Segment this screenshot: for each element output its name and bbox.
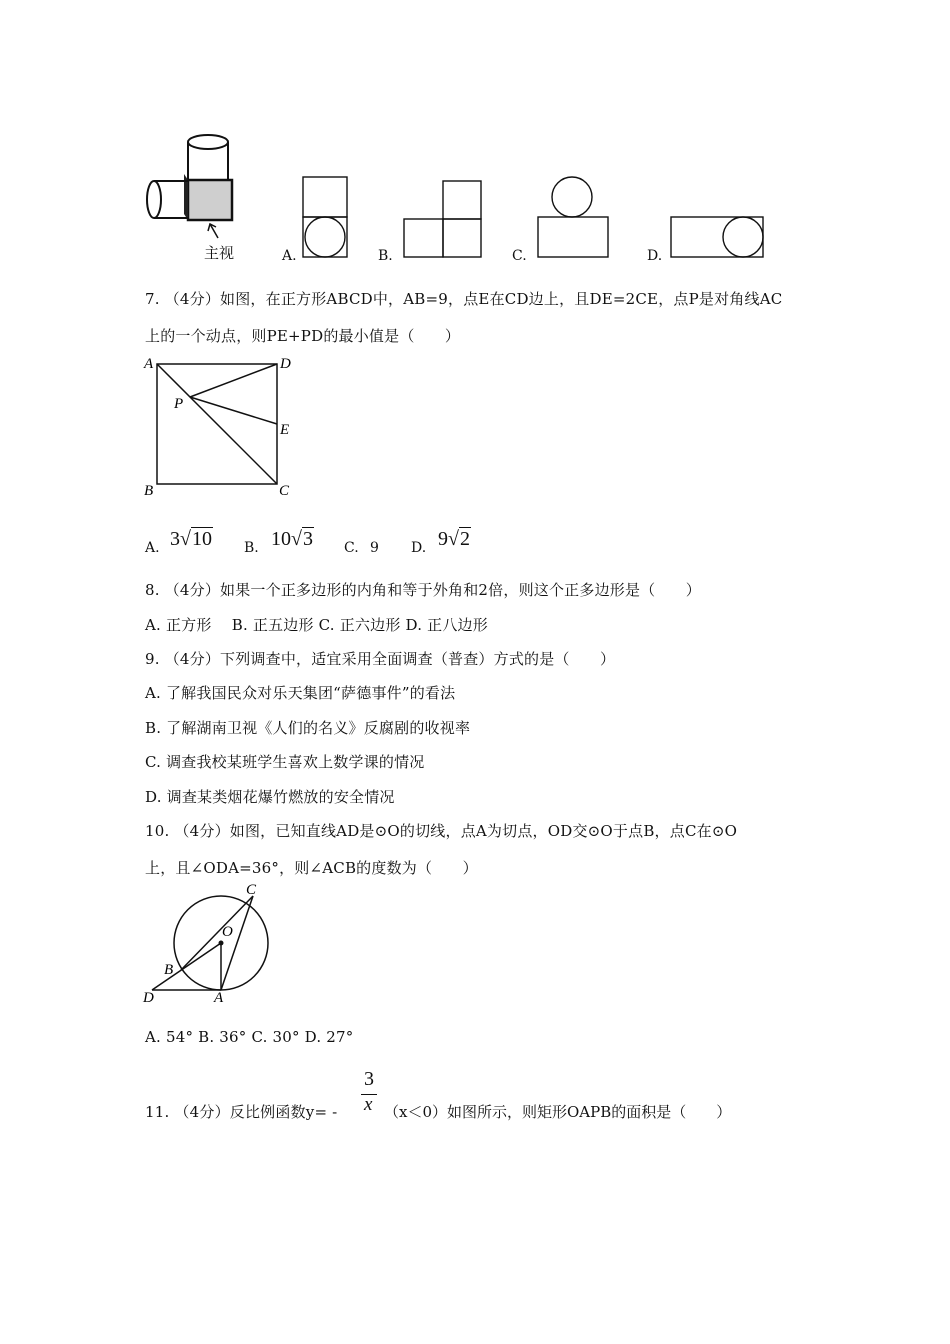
sqrt-icon: √	[291, 528, 302, 550]
q6-option-d-label: D.	[647, 248, 663, 264]
q7-stem-line-1: 7. （4分）如图，在正方形ABCD中，AB=9，点E在CD边上，且DE=2CE，点P是对角线AC	[145, 290, 783, 308]
q10-center-o: O	[222, 924, 233, 940]
q7-option-a-coef: 3	[170, 528, 180, 550]
sqrt-icon: √	[448, 528, 459, 550]
q6-option-a-figure	[299, 174, 351, 262]
q8-options: A. 正方形 B. 正五边形 C. 正六边形 D. 正八边形	[145, 616, 488, 634]
q9-stem: 9. （4分）下列调查中，适宜采用全面调查（普查）方式的是（ ）	[145, 650, 616, 668]
q7-option-b-value	[271, 528, 314, 551]
q10-point-d: D	[143, 990, 154, 1005]
q7-option-a-value	[170, 528, 213, 551]
q6-option-b-label: B.	[378, 248, 393, 264]
q7-point-p: P	[174, 396, 184, 412]
q10-options: A. 54° B. 36° C. 30° D. 27°	[145, 1028, 354, 1046]
q6-option-c-label: C.	[512, 248, 527, 264]
q10-point-a: A	[214, 990, 224, 1005]
q7-square-figure	[140, 350, 300, 500]
q7-vertex-c: C	[279, 483, 290, 499]
q7-vertex-b: B	[144, 483, 154, 499]
sqrt-icon: √	[180, 528, 191, 550]
q7-option-d-label: D.	[411, 540, 427, 556]
q9-option-d: D. 调查某类烟花爆竹燃放的安全情况	[145, 788, 395, 806]
q9-option-b: B. 了解湖南卫视《人们的名义》反腐剧的收视率	[145, 719, 471, 737]
q6-option-c-figure	[535, 175, 613, 263]
q11-fraction-numerator: 3	[364, 1068, 374, 1090]
q7-option-d-coef: 9	[438, 528, 448, 550]
q7-option-d-value	[438, 528, 471, 551]
q6-view-label: 主视	[204, 244, 235, 262]
q7-option-b-label: B.	[244, 540, 259, 556]
q7-option-c-label: C.	[344, 540, 359, 556]
q6-option-d-figure	[668, 214, 768, 262]
q11-stem-prefix: 11. （4分）反比例函数y= -	[145, 1103, 338, 1121]
q9-option-c: C. 调查我校某班学生喜欢上数学课的情况	[145, 753, 425, 771]
q7-option-a-label: A.	[145, 540, 160, 556]
q10-stem-line-1: 10. （4分）如图，已知直线AD是⊙O的切线，点A为切点，OD交⊙O于点B，点C在⊙O	[145, 822, 738, 840]
q6-option-b-figure	[401, 178, 485, 262]
q10-circle-figure	[140, 880, 280, 1005]
q10-stem-line-2: 上，且∠ODA=36°，则∠ACB的度数为（ ）	[145, 859, 478, 877]
q9-option-a: A. 了解我国民众对乐天集团“萨德事件”的看法	[145, 684, 456, 702]
q7-option-b-radicand: 3	[302, 528, 313, 550]
q7-option-a-radicand: 10	[191, 528, 212, 550]
q7-stem-line-2: 上的一个动点，则PE+PD的最小值是（ ）	[145, 327, 461, 345]
q8-stem: 8. （4分）如果一个正多边形的内角和等于外角和2倍，则这个正多边形是（ ）	[145, 581, 701, 599]
q7-option-d-radicand: 2	[459, 528, 470, 550]
q7-option-b-coef: 10	[271, 528, 291, 550]
q11-stem-suffix: （x＜0）如图所示，则矩形OAPB的面积是（ ）	[384, 1103, 732, 1121]
q7-option-c-value: 9	[370, 540, 379, 556]
q11-fraction-denominator: x	[364, 1094, 373, 1115]
q10-point-c: C	[246, 882, 257, 898]
q7-point-e: E	[280, 422, 290, 438]
q7-vertex-a: A	[144, 356, 154, 372]
q10-point-b: B	[164, 962, 174, 978]
q6-option-a-label: A.	[282, 248, 297, 264]
q7-vertex-d: D	[280, 356, 291, 372]
